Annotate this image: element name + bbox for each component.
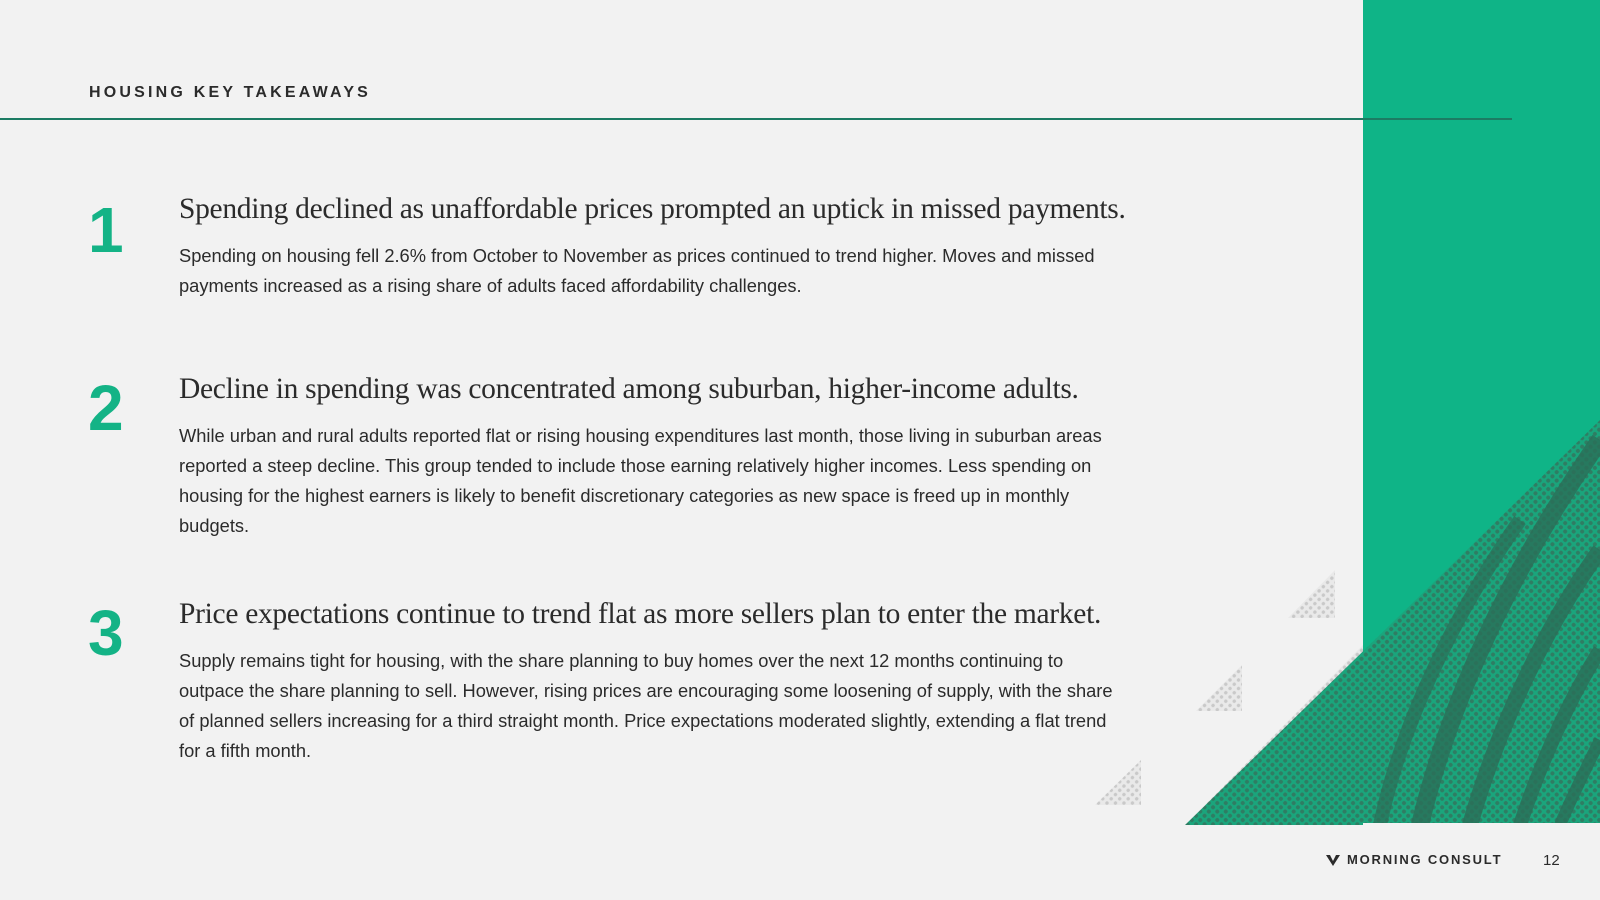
brand-name: MORNING CONSULT <box>1347 852 1503 867</box>
takeaway-body: Supply remains tight for housing, with the share planning to buy homes over the next 12 months continuing to outpace the share planning to sell. However, rising prices are encouraging some loosening of supply, with the share of planned sellers increasing for a third straight month. Price expectations moderated slightly, extending a flat trend for a fifth month. <box>179 650 1113 761</box>
header-divider <box>0 118 1512 120</box>
gray-triangle-1 <box>1288 570 1335 618</box>
brand-logo <box>1325 852 1502 867</box>
takeaway-number: 2 <box>88 372 124 444</box>
gray-triangle-3 <box>1095 760 1141 805</box>
takeaway-number: 3 <box>88 597 124 669</box>
section-title: HOUSING KEY TAKEAWAYS <box>89 84 372 101</box>
morning-consult-logo-icon <box>1325 853 1341 867</box>
page-number: 12 <box>1543 852 1560 869</box>
takeaway-body: Spending on housing fell 2.6% from October to November as prices continued to trend higher. Moves and missed payments increased as a rising share of adults faced affordability challenges. <box>179 245 1095 296</box>
takeaway-heading: Decline in spending was concentrated among suburban, higher-income adults. <box>179 373 1079 405</box>
takeaway-body: While urban and rural adults reported flat or rising housing expenditures last month, those living in suburban areas reported a steep decline. This group tended to include those earning relatively higher incomes. Less spending on housing for the highest earners is likely to benefit discretionary categories as new space is freed up in monthly budgets. <box>179 425 1102 536</box>
takeaway-heading: Price expectations continue to trend flat as more sellers plan to enter the market. <box>179 598 1102 630</box>
gray-triangle-2 <box>1196 665 1242 711</box>
takeaway-number: 1 <box>88 194 124 266</box>
takeaway-heading: Spending declined as unaffordable prices prompted an uptick in missed payments. <box>179 193 1126 225</box>
